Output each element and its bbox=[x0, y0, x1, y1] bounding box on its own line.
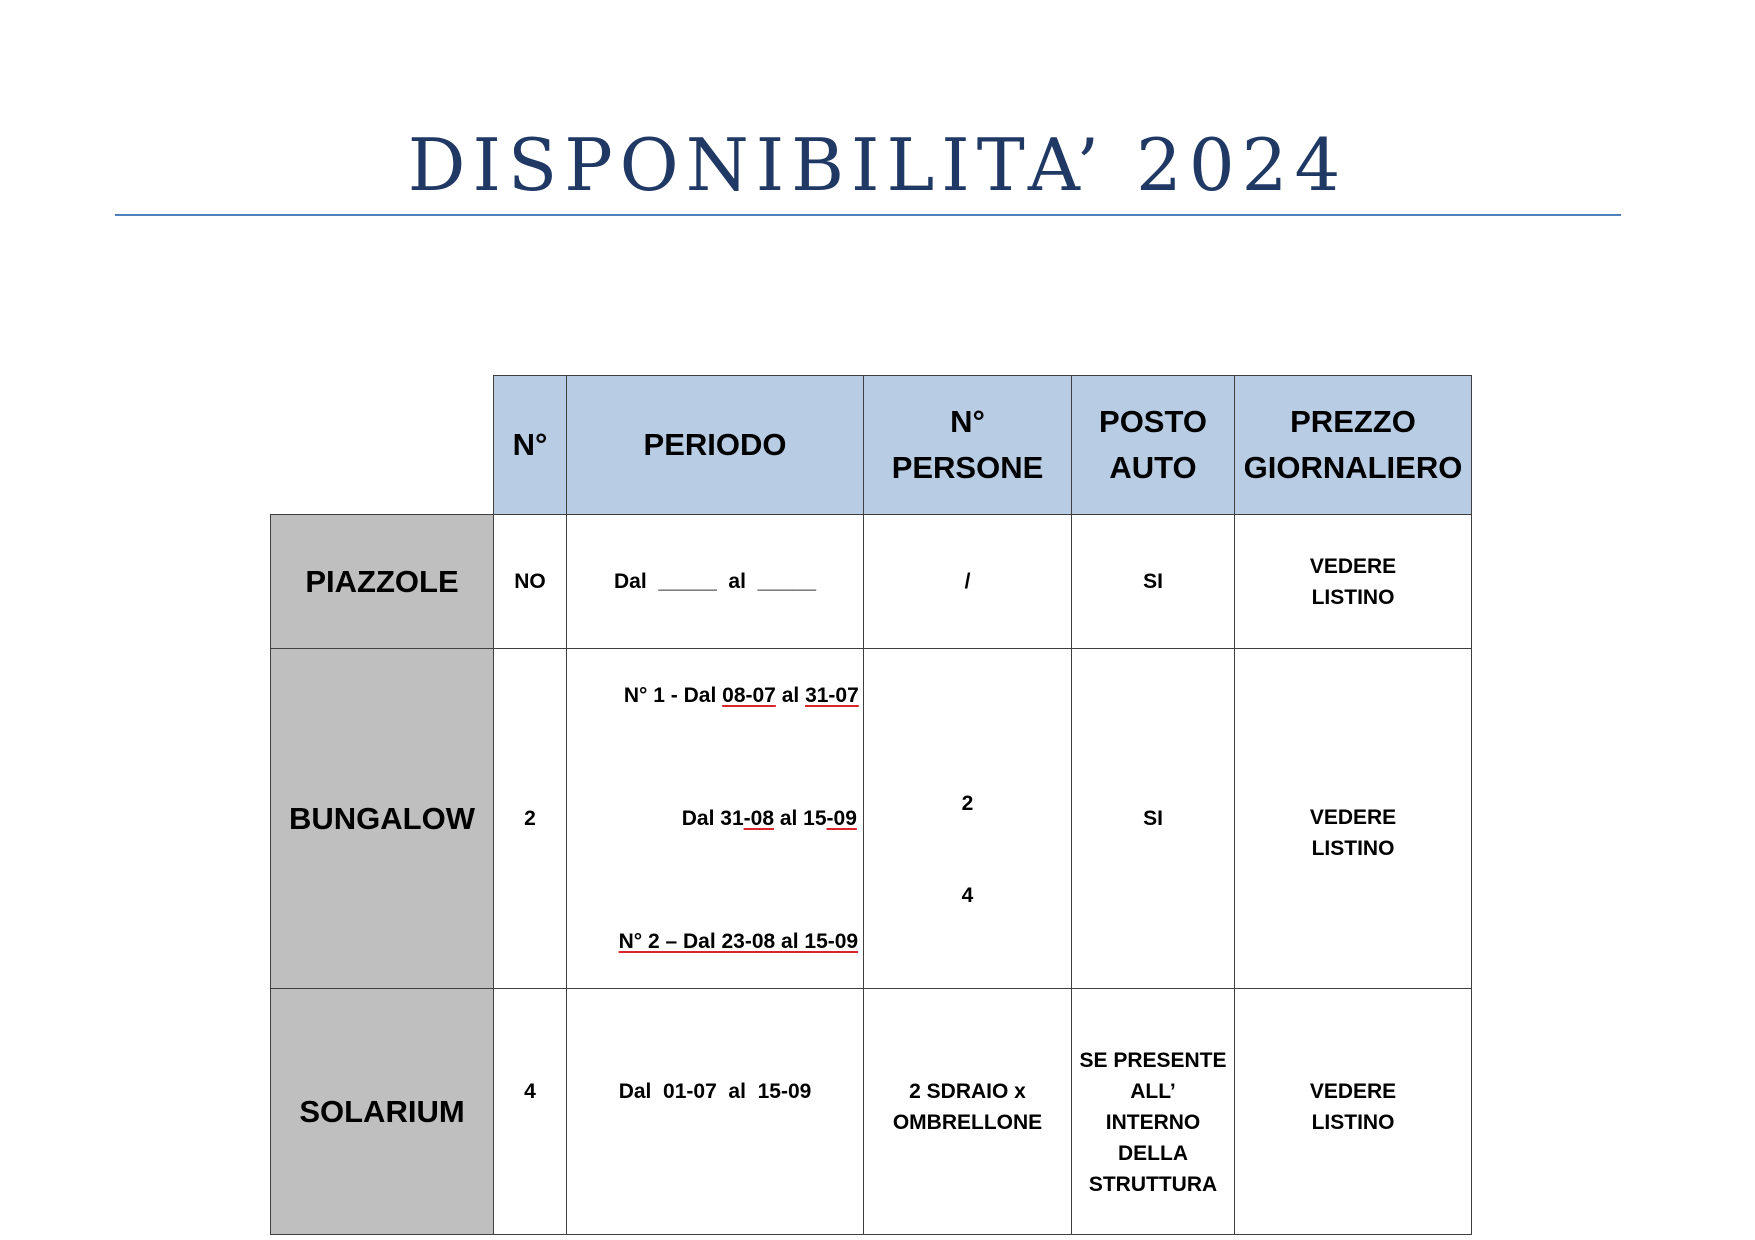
header-posto-line1: POSTO bbox=[1099, 404, 1207, 439]
bungalow-prezzo-line1: VEDERE bbox=[1309, 805, 1397, 829]
row-label-solarium: SOLARIUM bbox=[271, 989, 494, 1235]
solarium-persone-line1: 2 SDRAIO x bbox=[909, 1080, 1026, 1103]
bungalow-persone-line2: 4 bbox=[961, 884, 974, 907]
table-row-solarium bbox=[271, 989, 1472, 1235]
piazzole-persone: / bbox=[864, 515, 1072, 649]
bungalow-periodo-line3: N° 2 – Dal 23-08 al 15-09 bbox=[618, 930, 859, 953]
header-row bbox=[271, 376, 1472, 515]
header-persone-line2: PERSONE bbox=[891, 450, 1044, 485]
bungalow-persone bbox=[864, 649, 1072, 989]
solarium-periodo-text: Dal 01-07 al 15-09 bbox=[618, 1080, 812, 1103]
solarium-prezzo bbox=[1235, 989, 1472, 1235]
availability-table bbox=[270, 375, 1472, 1235]
piazzole-n: NO bbox=[494, 515, 567, 649]
piazzole-prezzo-line1: VEDERE bbox=[1309, 554, 1397, 578]
header-posto-auto bbox=[1072, 376, 1235, 515]
bungalow-persone-line1: 2 bbox=[961, 792, 974, 815]
piazzole-posto: SI bbox=[1072, 515, 1235, 649]
row-label-bungalow: BUNGALOW bbox=[271, 649, 494, 989]
bungalow-periodo-line2: Dal 31-08 al 15-09 bbox=[681, 807, 857, 830]
header-periodo bbox=[567, 376, 864, 515]
piazzole-prezzo-line2: LISTINO bbox=[1311, 585, 1395, 609]
solarium-posto-line1: SE PRESENTE bbox=[1079, 1049, 1227, 1072]
header-persone bbox=[864, 376, 1072, 515]
header-prezzo bbox=[1235, 376, 1472, 515]
page-title: DISPONIBILITA’ 2024 bbox=[407, 123, 1348, 207]
header-persone-line1: N° bbox=[950, 404, 985, 439]
piazzole-periodo bbox=[567, 515, 864, 649]
header-prezzo-line1: PREZZO bbox=[1290, 404, 1416, 439]
header-prezzo-line2: GIORNALIERO bbox=[1243, 450, 1463, 485]
solarium-posto-line2: ALL’ bbox=[1130, 1080, 1176, 1103]
solarium-prezzo-line2: LISTINO bbox=[1311, 1111, 1395, 1134]
header-periodo-label: PERIODO bbox=[643, 427, 787, 462]
table-row-bungalow bbox=[271, 649, 1472, 989]
solarium-posto-line4: DELLA bbox=[1118, 1142, 1188, 1165]
solarium-n-value: 4 bbox=[524, 1080, 536, 1103]
solarium-prezzo-line1: VEDERE bbox=[1309, 1080, 1397, 1103]
bungalow-posto: SI bbox=[1072, 649, 1235, 989]
piazzole-periodo-text: Dal _____ al _____ bbox=[614, 570, 816, 593]
bungalow-n: 2 bbox=[494, 649, 567, 989]
solarium-posto-line5: STRUTTURA bbox=[1088, 1173, 1218, 1196]
solarium-persone-line2: OMBRELLONE bbox=[892, 1111, 1043, 1134]
piazzole-prezzo bbox=[1235, 515, 1472, 649]
header-n bbox=[494, 376, 567, 515]
table-row-piazzole bbox=[271, 515, 1472, 649]
solarium-posto-line3: INTERNO bbox=[1105, 1111, 1201, 1134]
header-n-label: N° bbox=[512, 427, 548, 462]
bungalow-periodo bbox=[567, 649, 864, 989]
solarium-n bbox=[494, 989, 567, 1235]
bungalow-prezzo-line2: LISTINO bbox=[1311, 836, 1395, 860]
title-divider bbox=[115, 214, 1621, 216]
solarium-persone bbox=[864, 989, 1072, 1235]
corner-cell bbox=[271, 376, 494, 515]
header-posto-line2: AUTO bbox=[1109, 450, 1197, 485]
solarium-periodo bbox=[567, 989, 864, 1235]
row-label-piazzole: PIAZZOLE bbox=[271, 515, 494, 649]
bungalow-prezzo bbox=[1235, 649, 1472, 989]
bungalow-periodo-line1: N° 1 - Dal 08-07 al 31-07 bbox=[623, 684, 859, 707]
solarium-posto bbox=[1072, 989, 1235, 1235]
